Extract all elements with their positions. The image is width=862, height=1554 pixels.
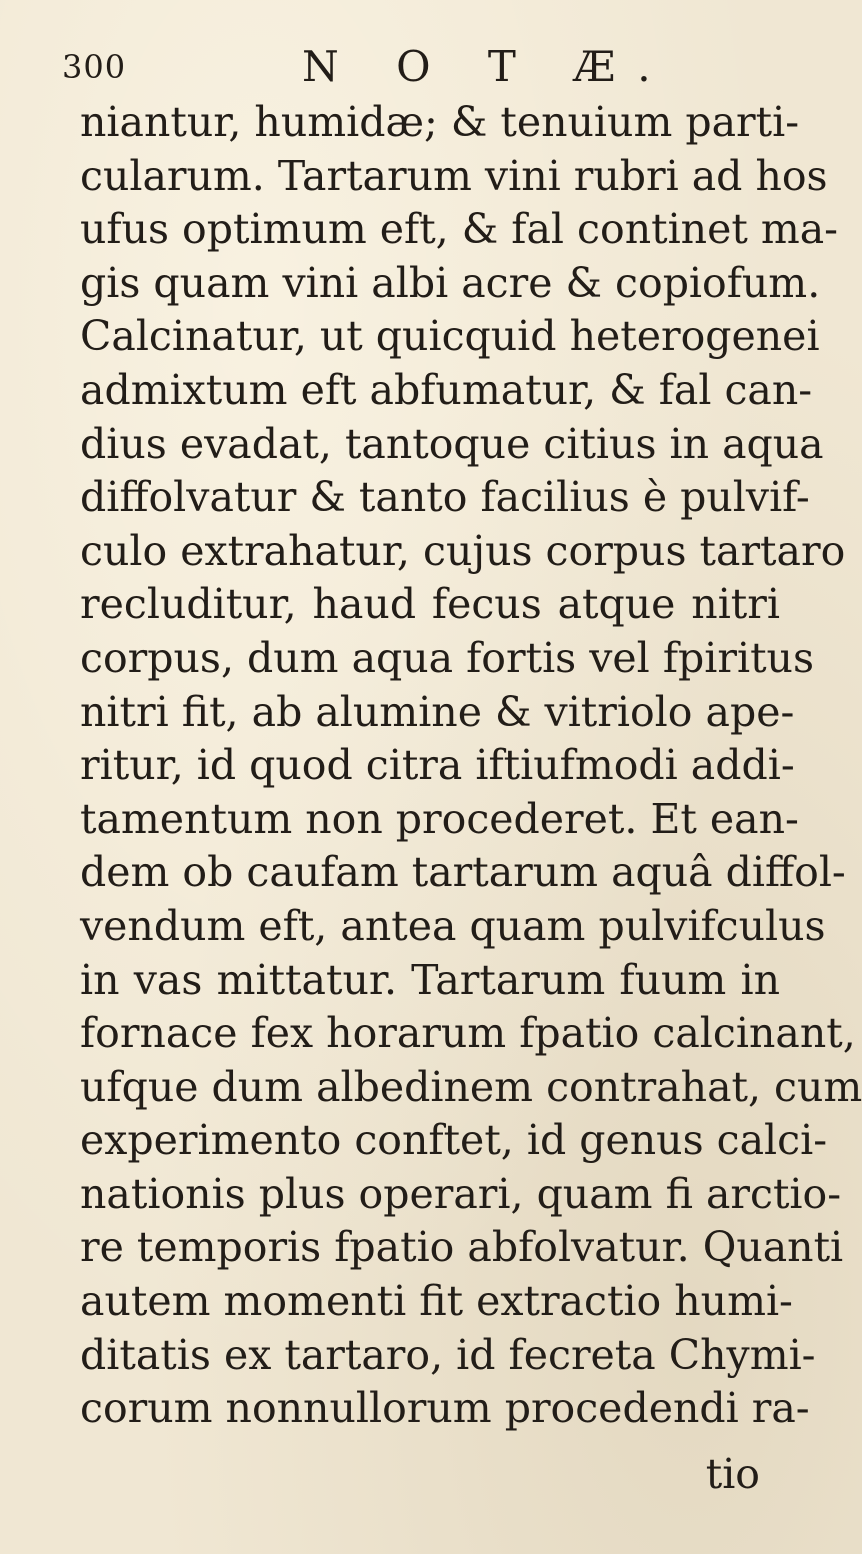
body-text [80, 96, 862, 1436]
text-line: re temporis fpatio abfolvatur. Quanti [80, 1223, 844, 1272]
text-line: Calcinatur, ut quicquid heterogenei [80, 312, 820, 361]
text-line: gis quam vini albi acre & copiofum. [80, 258, 821, 307]
text-line: ufus optimum eft, & fal continet ma- [80, 205, 839, 254]
text-line: autem momenti fit extractio humi- [80, 1277, 793, 1326]
text-line: niantur, humidæ; & tenuium parti- [80, 98, 800, 146]
text-line: dem ob caufam tartarum aquâ diffol- [80, 848, 846, 897]
text-line: ufque dum albedinem contrahat, cum [80, 1062, 862, 1111]
text-line: corpus, dum aqua fortis vel fpiritus [80, 633, 814, 682]
text-line: ritur, id quod citra iftiufmodi addi- [80, 741, 795, 790]
running-head [62, 38, 742, 94]
page-number: 300 [62, 48, 127, 86]
text-line: fornace fex horarum fpatio calcinant, [80, 1009, 856, 1058]
text-line: nitri fit, ab alumine & vitriolo ape- [80, 687, 795, 736]
text-line: diffolvatur & tanto facilius è pulvif- [80, 473, 810, 522]
text-line: in vas mittatur. Tartarum fuum in [80, 955, 780, 1004]
running-title: N O T Æ. [302, 42, 673, 91]
catchword: tio [705, 1450, 760, 1498]
text-line: culo extrahatur, cujus corpus tartaro [80, 526, 846, 575]
text-line: nationis plus operari, quam fi arctio- [80, 1169, 842, 1218]
text-line: recluditur, haud fecus atque nitri [80, 580, 780, 629]
text-line: vendum eft, antea quam pulvifculus [80, 901, 826, 950]
text-line: experimento conftet, id genus calci- [80, 1116, 828, 1165]
text-line: tamentum non procederet. Et ean- [80, 794, 799, 843]
text-line: dius evadat, tantoque citius in aqua [80, 419, 824, 468]
text-line: admixtum eft abfumatur, & fal can- [80, 365, 813, 414]
text-line: ditatis ex tartaro, id fecreta Chymi- [80, 1330, 816, 1379]
text-line: cularum. Tartarum vini rubri ad hos [80, 151, 828, 200]
text-line: corum nonnullorum procedendi ra- [80, 1384, 810, 1433]
